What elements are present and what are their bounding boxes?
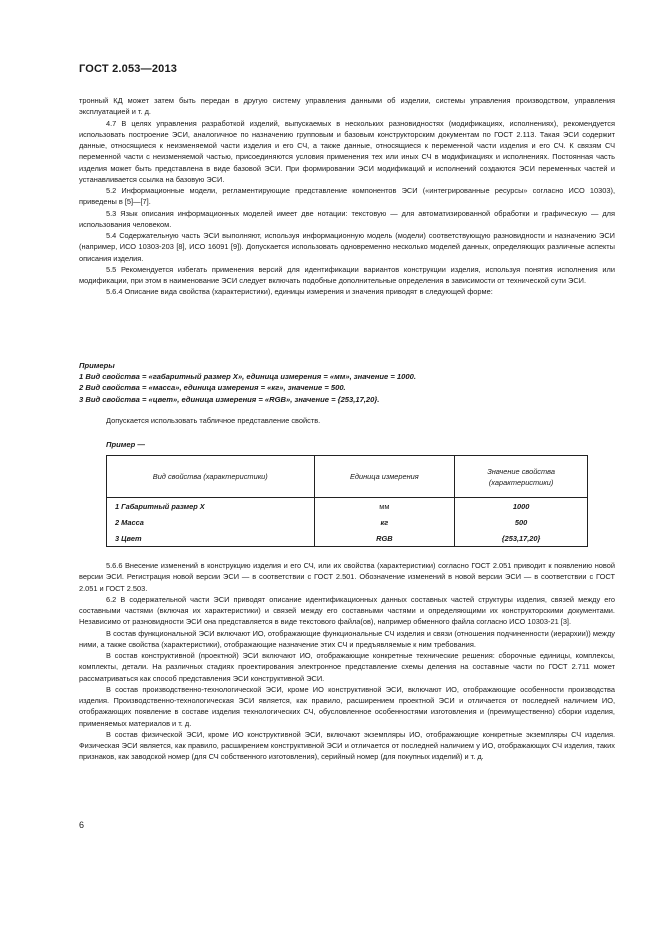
paragraph: 5.6.4 Описание вида свойства (характеристики), единицы измерения и значения приводят в следующей форме: (106, 287, 493, 297)
examples-block (79, 360, 619, 405)
body-text-bottom (79, 560, 615, 763)
table-cell: {253,17,20} (455, 530, 588, 547)
table-header-row (107, 456, 588, 498)
table-cell: RGB (314, 530, 455, 547)
paragraph: 4.7 В целях управления разработкой изделий, выпускаемых в нескольких разновидностях (модификациях, исполнениях), рекомендуется использовать построение ЭСИ, аналогичное по назначению групповым и базовым конструкторским документам по ГОСТ 2.113. Такая ЭСИ содержит данные, относящиеся к неизменяемой части изделия и его СЧ, а также данные, относящиеся к переменной части изделия и его СЧ. К связям СЧ переменной части с неизменяемой частью, присоединяются условия применения тех или иных СЧ в модификациях и исполнениях. Постоянная часть изделия может быть представлена в виде базовой ЭСИ. При формировании ЭСИ модификаций и исполнений создаются ЭСИ переменных частей и устанавливается ссылка на базовую ЭСИ. (79, 118, 615, 184)
paragraph: 5.3 Язык описания информационных моделей имеет две нотации: текстовую — для автоматизированной обработки и графическую — для использования человеком. (79, 208, 615, 229)
table-cell: 3 Цвет (107, 530, 315, 547)
table-header-cell: Значение свойства (характеристики) (455, 456, 588, 498)
table-note: Допускается использовать табличное представление свойств. (106, 416, 321, 425)
table-row (107, 530, 588, 547)
paragraph: 5.6.6 Внесение изменений в конструкцию изделия и его СЧ, или их свойства (характеристики) согласно ГОСТ 2.051 приводит к появлению новой версии ЭСИ. Регистрация новой версии ЭСИ — в соответствии с ГОСТ 2.501. Обозначение изменений в новой версии ЭСИ — в соответствии с ГОСТ 2.051 и ГОСТ 2.503. (79, 561, 615, 593)
table-header-cell: Вид свойства (характеристики) (107, 456, 315, 498)
paragraph: 5.5 Рекомендуется избегать применения версий для идентификации вариантов конструкции изделия, используя понятия исполнения или модификации, при этом в наименование ЭСИ следует включать подобные дополнительные определения в зависимости от технической сути ЭСИ. (79, 264, 615, 285)
document-header: ГОСТ 2.053—2013 (79, 63, 178, 75)
paragraph: 6.2 В содержательной части ЭСИ приводят описание идентификационных данных составных частей структуры изделия, связей между его составными частями (включая их характеристики) и связей между его составными частями и определяющими их конструкторскими документами. Независимо от разновидности ЭСИ она представляется в виде текстового файла(ов), например обменного файла согласно ИСО 10303-21 [3]. (79, 594, 615, 627)
table-cell: 500 (455, 514, 588, 530)
paragraph: В состав производственно-технологической ЭСИ, кроме ИО конструктивной ЭСИ, включают ИО, отображающие особенности производства изделия. Производственно-технологическая ЭСИ является, как правило, расширением проектной ЭСИ и отличается от последней наличием ИО, отображающих появление в составе изделия технологических СЧ, обусловленное особенностями изготовления и (преимущественно) сборки изделия, применяемых материалов и т. д. (79, 684, 615, 728)
paragraph: 5.2 Информационные модели, регламентирующие представление компонентов ЭСИ («интегрированные ресурсы» согласно ИСО 10303), приведены в [5]—[7]. (79, 186, 615, 207)
example-item: 3 Вид свойства = «цвет», единица измерения = «RGB», значение = {253,17,20}. (79, 394, 380, 404)
page-number: 6 (79, 820, 85, 830)
table-example-label: Пример — (106, 440, 145, 449)
paragraph: тронный КД может затем быть передан в другую систему управления данными об изделии, системы управления производством, управления эксплуатацией и т. д. (79, 96, 615, 117)
table-cell: 2 Масса (107, 514, 315, 530)
example-item: 1 Вид свойства = «габаритный размер X», единица измерения = «мм», значение = 1000. (79, 372, 416, 382)
table-cell: мм (314, 498, 455, 515)
examples-heading: Примеры (79, 361, 115, 370)
paragraph: В состав функциональной ЭСИ включают ИО, отображающие функциональные СЧ изделия и связи (отношения подчиненности (иерархии)) между ними, а также свойства (характеристики), отображающие назначение этих СЧ и предъявляемые к ним требования. (79, 628, 615, 649)
table-cell: 1 Габаритный размер X (107, 498, 315, 515)
table-row (107, 514, 588, 530)
paragraph: 5.4 Содержательную часть ЭСИ выполняют, используя информационную модель (модели) соответствующую разновидности и назначению ЭСИ (например, ИСО 10303-203 [8], ИСО 16091 [9]). Допускается использовать одновременно несколько моделей данных, определяющих различные аспекты описания изделия. (79, 231, 615, 263)
paragraph: В состав конструктивной (проектной) ЭСИ включают ИО, отображающие конкретные технические решения: сборочные единицы, комплексы, комплекты, детали. На различных стадиях проектирования электронное представление схемы деления на составные части по ГОСТ 2.711 может рассматриваться как способ представления ЭСИ конструктивной ЭСИ. (79, 651, 615, 683)
table-cell: кг (314, 514, 455, 530)
body-text-top (79, 95, 615, 298)
properties-table (106, 455, 588, 547)
example-item: 2 Вид свойства = «масса», единица измерения = «кг», значение = 500. (79, 383, 346, 393)
table-cell: 1000 (455, 498, 588, 515)
table-row (107, 498, 588, 515)
paragraph: В состав физической ЭСИ, кроме ИО конструктивной ЭСИ, включают экземпляры ИО, отображающие конкретные экземпляры СЧ изделия. Физическая ЭСИ является, как правило, расширением конструктивной ЭСИ и отличается от последней наличием у ИО, отображающих СЧ изделия, таких признаков, как заводской номер (для СЧ собственного изготовления), серийный номер (для покупных изделий) и т. д. (79, 729, 615, 762)
table-header-cell: Единица измерения (314, 456, 455, 498)
